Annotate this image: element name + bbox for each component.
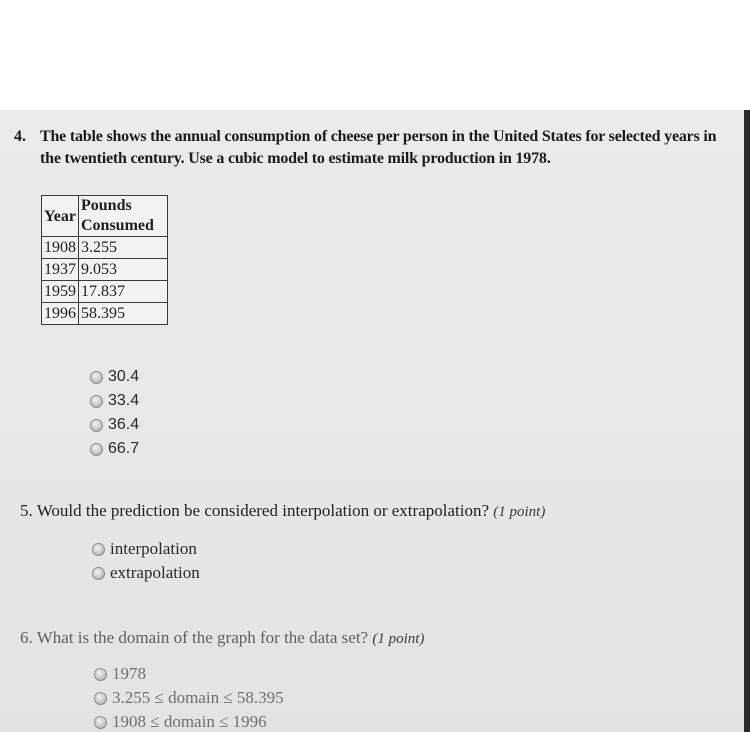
question-text: The table shows the annual consumption of cheese per person in the United States for selected years in the twentieth century. Use a cubic model to estimate milk production in 1978. [40, 128, 717, 167]
table-row [42, 259, 168, 281]
points-label: (1 point) [493, 504, 546, 520]
radio-button[interactable] [94, 692, 107, 705]
radio-button[interactable] [94, 716, 107, 729]
option-label: 36.4 [108, 416, 140, 433]
question-5 [20, 501, 545, 521]
option-interpolation[interactable] [92, 537, 200, 561]
option-label: 1908 ≤ domain ≤ 1996 [112, 712, 267, 731]
option-pounds-range[interactable] [94, 686, 284, 710]
option-label: 30.4 [108, 368, 140, 385]
radio-button[interactable] [90, 443, 103, 456]
option-label: interpolation [110, 539, 197, 558]
option-label: 66.7 [108, 440, 140, 457]
table-cell-pounds: 58.395 [79, 303, 168, 325]
question-text: Would the prediction be considered interpolation or extrapolation? [36, 501, 489, 520]
question-number: 4. [14, 128, 26, 145]
column-header-pounds-consumed-text: Pounds Consumed [81, 197, 154, 234]
radio-button[interactable] [92, 567, 105, 580]
option-label: extrapolation [110, 563, 200, 582]
option-33-4[interactable] [90, 389, 139, 413]
table-row [42, 303, 168, 325]
screen-bezel [744, 110, 750, 732]
column-header-year: Year [42, 196, 79, 237]
table-cell-pounds: 3.255 [79, 237, 168, 259]
quiz-screen [0, 110, 750, 732]
table-header-row [42, 196, 168, 237]
option-36-4[interactable] [90, 413, 139, 437]
radio-button[interactable] [92, 543, 105, 556]
table-cell-pounds: 9.053 [79, 259, 168, 281]
radio-button[interactable] [94, 668, 107, 681]
table-cell-year: 1996 [42, 303, 79, 325]
question-6-options [94, 662, 284, 732]
points-label: (1 point) [372, 631, 425, 647]
option-label: 3.255 ≤ domain ≤ 58.395 [112, 688, 284, 707]
table-row [42, 281, 168, 303]
question-6 [20, 628, 424, 648]
option-label: 33.4 [108, 392, 140, 409]
option-extrapolation[interactable] [92, 561, 200, 585]
option-66-7[interactable] [90, 437, 139, 461]
question-4-options [90, 365, 139, 461]
option-year-range[interactable] [94, 710, 284, 732]
option-1978[interactable] [94, 662, 284, 686]
table-cell-year: 1959 [42, 281, 79, 303]
option-30-4[interactable] [90, 365, 139, 389]
cheese-consumption-table [41, 195, 168, 325]
table-row [42, 237, 168, 259]
question-number: 6. [20, 628, 33, 647]
question-number: 5. [20, 501, 33, 520]
question-text: What is the domain of the graph for the data set? [36, 628, 369, 647]
question-4 [14, 126, 738, 170]
photo-top-margin [0, 0, 750, 110]
table-cell-pounds: 17.837 [79, 281, 168, 303]
table-cell-year: 1908 [42, 237, 79, 259]
question-5-options [92, 537, 200, 585]
radio-button[interactable] [90, 419, 103, 432]
radio-button[interactable] [90, 395, 103, 408]
table-cell-year: 1937 [42, 259, 79, 281]
column-header-pounds-consumed [79, 196, 168, 237]
radio-button[interactable] [90, 371, 103, 384]
option-label: 1978 [112, 664, 146, 683]
